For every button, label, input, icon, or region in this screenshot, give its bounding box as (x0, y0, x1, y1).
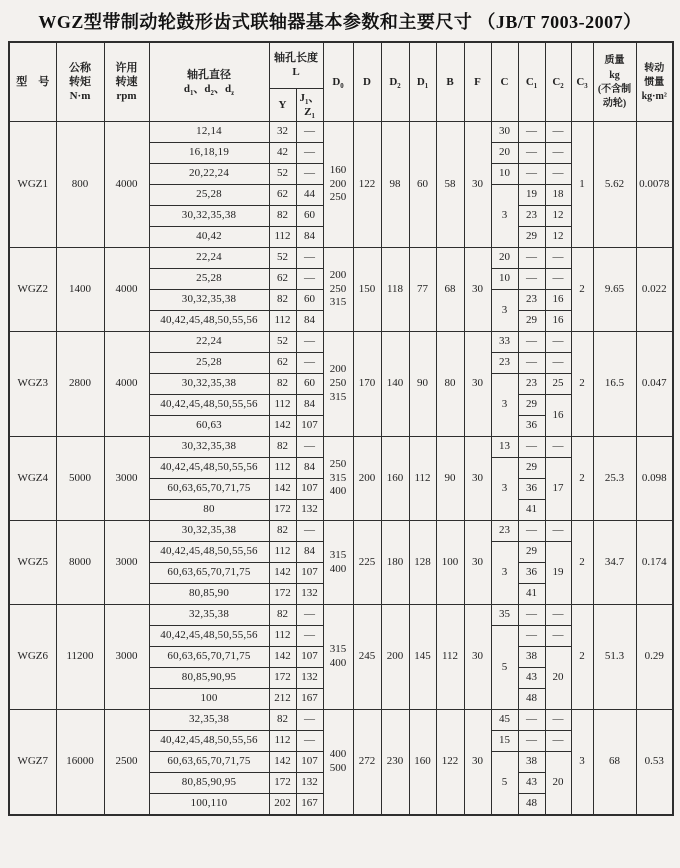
cell-speed: 4000 (104, 248, 149, 332)
cell-c2: — (545, 164, 571, 185)
cell-c1: 29 (518, 458, 545, 479)
cell-c1: 29 (518, 542, 545, 563)
cell-inertia: 0.53 (636, 710, 673, 815)
cell-model: WGZ5 (9, 521, 56, 605)
cell-c1: — (518, 269, 545, 290)
cell-c1: — (518, 143, 545, 164)
cell-length-y: 82 (269, 521, 296, 542)
cell-length-j1z1: 60 (296, 374, 323, 395)
cell-c3: 3 (571, 710, 593, 815)
cell-c1: — (518, 164, 545, 185)
cell-model: WGZ7 (9, 710, 56, 815)
cell-length-j1z1: 60 (296, 290, 323, 311)
cell-c2: 12 (545, 206, 571, 227)
cell-bore-diameters: 60,63,65,70,71,75 (149, 647, 269, 668)
cell-length-j1z1: — (296, 353, 323, 374)
cell-inertia: 0.098 (636, 437, 673, 521)
cell-f: 30 (464, 248, 491, 332)
cell-length-j1z1: 107 (296, 479, 323, 500)
cell-d0: 315 400 (323, 521, 353, 605)
cell-c: 15 (491, 731, 518, 752)
cell-b: 90 (436, 437, 464, 521)
cell-speed: 3000 (104, 605, 149, 710)
cell-length-y: 42 (269, 143, 296, 164)
header-row-1 (9, 42, 673, 88)
cell-d1: 128 (409, 521, 436, 605)
coupling-spec-table (8, 41, 674, 816)
cell-mass: 34.7 (593, 521, 636, 605)
cell-d1: 60 (409, 122, 436, 248)
cell-c1: 23 (518, 206, 545, 227)
cell-length-j1z1: 44 (296, 185, 323, 206)
cell-length-j1z1: — (296, 605, 323, 626)
cell-c2: — (545, 143, 571, 164)
spec-row (9, 437, 673, 458)
cell-f: 30 (464, 710, 491, 815)
cell-bore-diameters: 80 (149, 500, 269, 521)
cell-inertia: 0.174 (636, 521, 673, 605)
cell-model: WGZ6 (9, 605, 56, 710)
cell-d: 245 (353, 605, 381, 710)
cell-length-y: 112 (269, 731, 296, 752)
cell-d: 200 (353, 437, 381, 521)
cell-b: 122 (436, 710, 464, 815)
cell-length-y: 52 (269, 164, 296, 185)
cell-c: 30 (491, 122, 518, 143)
cell-length-y: 172 (269, 500, 296, 521)
cell-bore-diameters: 32,35,38 (149, 710, 269, 731)
cell-c2: — (545, 353, 571, 374)
cell-mass: 25.3 (593, 437, 636, 521)
cell-c1: 43 (518, 773, 545, 794)
cell-c1: — (518, 605, 545, 626)
cell-c: 3 (491, 542, 518, 605)
cell-c1: 48 (518, 689, 545, 710)
cell-bore-diameters: 80,85,90,95 (149, 773, 269, 794)
cell-length-j1z1: 107 (296, 647, 323, 668)
cell-bore-diameters: 80,85,90,95 (149, 668, 269, 689)
cell-c3: 2 (571, 248, 593, 332)
cell-torque: 8000 (56, 521, 104, 605)
col-d: D (353, 42, 381, 122)
table-header (9, 42, 673, 122)
cell-length-j1z1: — (296, 332, 323, 353)
cell-length-y: 212 (269, 689, 296, 710)
cell-length-j1z1: 107 (296, 563, 323, 584)
cell-c: 10 (491, 164, 518, 185)
cell-length-y: 82 (269, 605, 296, 626)
cell-c2: 17 (545, 458, 571, 521)
cell-length-y: 142 (269, 479, 296, 500)
cell-c1: 36 (518, 563, 545, 584)
cell-bore-diameters: 40,42,45,48,50,55,56 (149, 311, 269, 332)
cell-length-j1z1: 107 (296, 416, 323, 437)
cell-length-y: 172 (269, 668, 296, 689)
cell-c2: 25 (545, 374, 571, 395)
spec-row (9, 122, 673, 143)
cell-length-y: 112 (269, 626, 296, 647)
cell-d0: 400 500 (323, 710, 353, 815)
cell-bore-diameters: 40,42,45,48,50,55,56 (149, 542, 269, 563)
cell-bore-diameters: 60,63,65,70,71,75 (149, 752, 269, 773)
cell-length-y: 142 (269, 752, 296, 773)
cell-bore-diameters: 80,85,90 (149, 584, 269, 605)
cell-length-y: 142 (269, 563, 296, 584)
cell-bore-diameters: 20,22,24 (149, 164, 269, 185)
cell-c: 3 (491, 374, 518, 437)
cell-c3: 2 (571, 437, 593, 521)
cell-c2: 16 (545, 290, 571, 311)
cell-c2: 18 (545, 185, 571, 206)
cell-bore-diameters: 22,24 (149, 248, 269, 269)
cell-c1: — (518, 122, 545, 143)
cell-c3: 2 (571, 521, 593, 605)
cell-c1: 29 (518, 395, 545, 416)
cell-length-j1z1: — (296, 731, 323, 752)
cell-mass: 68 (593, 710, 636, 815)
cell-length-j1z1: 167 (296, 689, 323, 710)
cell-bore-diameters: 60,63 (149, 416, 269, 437)
cell-d2: 98 (381, 122, 409, 248)
cell-d0: 250 315 400 (323, 437, 353, 521)
col-f: F (464, 42, 491, 122)
col-length-y: Y (269, 88, 296, 122)
cell-d2: 200 (381, 605, 409, 710)
cell-torque: 5000 (56, 437, 104, 521)
col-d1: $D_1$ (409, 42, 436, 122)
spec-row (9, 605, 673, 626)
cell-c1: 19 (518, 185, 545, 206)
cell-c: 3 (491, 290, 518, 332)
cell-c2: 20 (545, 752, 571, 815)
cell-bore-diameters: 60,63,65,70,71,75 (149, 563, 269, 584)
cell-c: 45 (491, 710, 518, 731)
cell-c2: — (545, 521, 571, 542)
cell-torque: 16000 (56, 710, 104, 815)
col-c3: $C_3$ (571, 42, 593, 122)
cell-d: 170 (353, 332, 381, 437)
cell-d0: 160 200 250 (323, 122, 353, 248)
cell-c2: — (545, 731, 571, 752)
col-c1: $C_1$ (518, 42, 545, 122)
cell-length-y: 82 (269, 437, 296, 458)
cell-c1: — (518, 248, 545, 269)
cell-d2: 180 (381, 521, 409, 605)
cell-length-j1z1: 132 (296, 584, 323, 605)
cell-c2: 16 (545, 395, 571, 437)
col-bore-diameter: 轴孔直径 $d_1$、$d_2$、$d_z$ (149, 42, 269, 122)
cell-length-j1z1: 132 (296, 668, 323, 689)
table-body (9, 122, 673, 815)
spec-row (9, 521, 673, 542)
cell-torque: 1400 (56, 248, 104, 332)
cell-torque: 800 (56, 122, 104, 248)
cell-mass: 16.5 (593, 332, 636, 437)
cell-f: 30 (464, 332, 491, 437)
cell-length-j1z1: 132 (296, 773, 323, 794)
cell-c2: — (545, 269, 571, 290)
cell-speed: 4000 (104, 122, 149, 248)
cell-b: 80 (436, 332, 464, 437)
cell-c2: 16 (545, 311, 571, 332)
cell-f: 30 (464, 521, 491, 605)
cell-length-y: 112 (269, 458, 296, 479)
cell-c: 5 (491, 752, 518, 815)
cell-c1: — (518, 521, 545, 542)
cell-speed: 3000 (104, 521, 149, 605)
cell-c1: 23 (518, 374, 545, 395)
cell-bore-diameters: 40,42 (149, 227, 269, 248)
cell-length-j1z1: 84 (296, 395, 323, 416)
cell-bore-diameters: 30,32,35,38 (149, 206, 269, 227)
cell-inertia: 0.022 (636, 248, 673, 332)
col-d0: $D_0$ (323, 42, 353, 122)
cell-c1: — (518, 332, 545, 353)
cell-c2: 20 (545, 647, 571, 710)
cell-c1: 38 (518, 647, 545, 668)
cell-c2: — (545, 626, 571, 647)
cell-d1: 77 (409, 248, 436, 332)
cell-length-y: 142 (269, 647, 296, 668)
cell-length-y: 82 (269, 206, 296, 227)
cell-torque: 11200 (56, 605, 104, 710)
cell-c1: — (518, 710, 545, 731)
cell-bore-diameters: 30,32,35,38 (149, 290, 269, 311)
cell-bore-diameters: 22,24 (149, 332, 269, 353)
cell-length-y: 112 (269, 542, 296, 563)
cell-c2: — (545, 605, 571, 626)
cell-length-j1z1: 84 (296, 227, 323, 248)
spec-row (9, 332, 673, 353)
cell-mass: 51.3 (593, 605, 636, 710)
cell-model: WGZ1 (9, 122, 56, 248)
cell-model: WGZ2 (9, 248, 56, 332)
cell-length-y: 142 (269, 416, 296, 437)
cell-b: 58 (436, 122, 464, 248)
cell-inertia: 0.29 (636, 605, 673, 710)
cell-b: 68 (436, 248, 464, 332)
cell-speed: 2500 (104, 710, 149, 815)
cell-c1: — (518, 626, 545, 647)
cell-c1: — (518, 353, 545, 374)
cell-length-y: 62 (269, 269, 296, 290)
cell-c: 20 (491, 143, 518, 164)
cell-c1: 23 (518, 290, 545, 311)
cell-model: WGZ4 (9, 437, 56, 521)
cell-length-y: 172 (269, 584, 296, 605)
cell-length-j1z1: 84 (296, 311, 323, 332)
cell-length-j1z1: — (296, 521, 323, 542)
cell-c2: — (545, 122, 571, 143)
cell-length-y: 82 (269, 710, 296, 731)
cell-length-y: 62 (269, 185, 296, 206)
cell-length-y: 112 (269, 311, 296, 332)
cell-bore-diameters: 100 (149, 689, 269, 710)
cell-bore-diameters: 100,110 (149, 794, 269, 815)
spec-row (9, 248, 673, 269)
cell-c2: 19 (545, 542, 571, 605)
cell-c2: 12 (545, 227, 571, 248)
cell-d: 150 (353, 248, 381, 332)
cell-c: 5 (491, 626, 518, 710)
cell-length-y: 62 (269, 353, 296, 374)
cell-length-j1z1: — (296, 437, 323, 458)
cell-bore-diameters: 30,32,35,38 (149, 437, 269, 458)
cell-c1: 41 (518, 584, 545, 605)
cell-length-j1z1: — (296, 248, 323, 269)
cell-bore-diameters: 12,14 (149, 122, 269, 143)
cell-length-y: 52 (269, 248, 296, 269)
col-mass: 质量 kg (不含制 动轮) (593, 42, 636, 122)
cell-c2: — (545, 248, 571, 269)
cell-length-j1z1: 132 (296, 500, 323, 521)
cell-bore-diameters: 16,18,19 (149, 143, 269, 164)
col-model: 型 号 (9, 42, 56, 122)
cell-length-j1z1: 84 (296, 542, 323, 563)
cell-d2: 118 (381, 248, 409, 332)
cell-c3: 1 (571, 122, 593, 248)
cell-length-j1z1: — (296, 710, 323, 731)
cell-c3: 2 (571, 605, 593, 710)
cell-c1: 48 (518, 794, 545, 815)
cell-c: 33 (491, 332, 518, 353)
cell-d1: 112 (409, 437, 436, 521)
cell-speed: 3000 (104, 437, 149, 521)
cell-c: 23 (491, 353, 518, 374)
cell-torque: 2800 (56, 332, 104, 437)
col-bore-length: 轴孔长度 L (269, 42, 323, 88)
cell-c2: — (545, 437, 571, 458)
cell-bore-diameters: 40,42,45,48,50,55,56 (149, 458, 269, 479)
cell-bore-diameters: 40,42,45,48,50,55,56 (149, 626, 269, 647)
cell-c3: 2 (571, 332, 593, 437)
cell-d0: 315 400 (323, 605, 353, 710)
cell-c: 35 (491, 605, 518, 626)
cell-c: 23 (491, 521, 518, 542)
cell-inertia: 0.047 (636, 332, 673, 437)
cell-speed: 4000 (104, 332, 149, 437)
cell-c1: 29 (518, 311, 545, 332)
cell-bore-diameters: 25,28 (149, 269, 269, 290)
cell-b: 112 (436, 605, 464, 710)
page-title: WGZ型带制动轮鼓形齿式联轴器基本参数和主要尺寸 （JB/T 7003-2007） (38, 12, 642, 32)
cell-c: 13 (491, 437, 518, 458)
cell-d2: 230 (381, 710, 409, 815)
cell-c2: — (545, 332, 571, 353)
cell-c1: 36 (518, 416, 545, 437)
cell-bore-diameters: 40,42,45,48,50,55,56 (149, 395, 269, 416)
cell-mass: 9.65 (593, 248, 636, 332)
cell-length-y: 112 (269, 227, 296, 248)
cell-length-y: 82 (269, 290, 296, 311)
cell-bore-diameters: 30,32,35,38 (149, 521, 269, 542)
cell-length-j1z1: — (296, 164, 323, 185)
cell-f: 30 (464, 437, 491, 521)
cell-d1: 160 (409, 710, 436, 815)
cell-bore-diameters: 60,63,65,70,71,75 (149, 479, 269, 500)
cell-length-y: 32 (269, 122, 296, 143)
cell-d1: 90 (409, 332, 436, 437)
cell-length-y: 172 (269, 773, 296, 794)
cell-bore-diameters: 25,28 (149, 185, 269, 206)
cell-length-j1z1: — (296, 626, 323, 647)
col-torque: 公称 转矩 N·m (56, 42, 104, 122)
cell-c2: — (545, 710, 571, 731)
cell-d: 272 (353, 710, 381, 815)
cell-c1: 29 (518, 227, 545, 248)
cell-c1: 43 (518, 668, 545, 689)
col-b: B (436, 42, 464, 122)
cell-length-y: 202 (269, 794, 296, 815)
cell-bore-diameters: 32,35,38 (149, 605, 269, 626)
cell-c: 20 (491, 248, 518, 269)
cell-bore-diameters: 30,32,35,38 (149, 374, 269, 395)
cell-d2: 140 (381, 332, 409, 437)
cell-b: 100 (436, 521, 464, 605)
cell-d1: 145 (409, 605, 436, 710)
col-d2: $D_2$ (381, 42, 409, 122)
cell-d2: 160 (381, 437, 409, 521)
col-c2: $C_2$ (545, 42, 571, 122)
col-length-j1z1: $J_1$、$Z_1$ (296, 88, 323, 122)
cell-length-j1z1: 84 (296, 458, 323, 479)
cell-length-y: 112 (269, 395, 296, 416)
cell-length-y: 82 (269, 374, 296, 395)
cell-length-y: 52 (269, 332, 296, 353)
cell-d: 225 (353, 521, 381, 605)
cell-c1: — (518, 437, 545, 458)
cell-c: 10 (491, 269, 518, 290)
cell-c: 3 (491, 185, 518, 248)
cell-length-j1z1: — (296, 143, 323, 164)
col-inertia: 转动 惯量 kg·m² (636, 42, 673, 122)
cell-inertia: 0.0078 (636, 122, 673, 248)
cell-c1: — (518, 731, 545, 752)
cell-c: 3 (491, 458, 518, 521)
cell-c1: 38 (518, 752, 545, 773)
cell-c1: 36 (518, 479, 545, 500)
cell-length-j1z1: — (296, 269, 323, 290)
cell-length-j1z1: 167 (296, 794, 323, 815)
cell-d0: 200 250 315 (323, 248, 353, 332)
cell-bore-diameters: 25,28 (149, 353, 269, 374)
cell-length-j1z1: — (296, 122, 323, 143)
cell-d0: 200 250 315 (323, 332, 353, 437)
cell-c1: 41 (518, 500, 545, 521)
cell-f: 30 (464, 122, 491, 248)
spec-row (9, 710, 673, 731)
cell-bore-diameters: 40,42,45,48,50,55,56 (149, 731, 269, 752)
cell-f: 30 (464, 605, 491, 710)
cell-d: 122 (353, 122, 381, 248)
col-c: C (491, 42, 518, 122)
cell-model: WGZ3 (9, 332, 56, 437)
cell-mass: 5.62 (593, 122, 636, 248)
cell-length-j1z1: 60 (296, 206, 323, 227)
col-speed: 许用 转速 rpm (104, 42, 149, 122)
cell-length-j1z1: 107 (296, 752, 323, 773)
